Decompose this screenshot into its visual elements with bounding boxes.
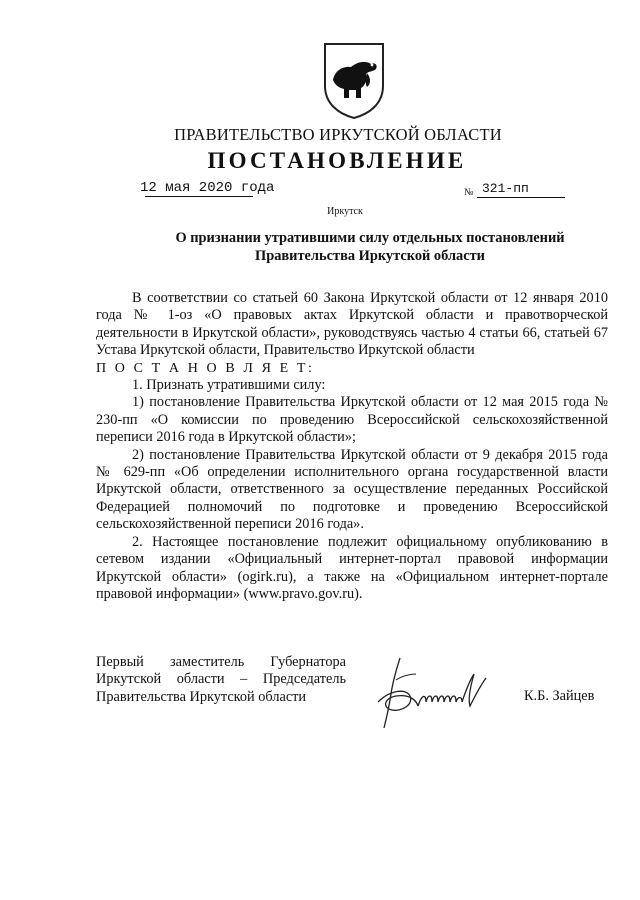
document-number: 321-пп — [482, 181, 529, 196]
document-date: 12 мая 2020 года — [140, 180, 275, 196]
signer-position-line-1: Первый заместитель Губернатора — [96, 654, 346, 670]
handwritten-signature — [370, 650, 520, 735]
date-underline — [145, 196, 253, 197]
organization-name: ПРАВИТЕЛЬСТВО ИРКУТСКОЙ ОБЛАСТИ — [174, 125, 502, 144]
item-1: 1. Признать утратившими силу: — [132, 377, 326, 394]
signer-name: К.Б. Зайцев — [524, 688, 595, 704]
document-title — [150, 229, 590, 265]
signer-position-line-2: Иркутской области – Председатель — [96, 671, 346, 688]
intro-paragraph: В соответствии со статьей 60 Закона Иркутской области от 12 января 2010 года № 1-оз «О правовых актах Иркутской области и правотворческой деятельности в Иркутской области», руководствуясь частью 4 статьи 66, статьей 67 Устава Иркутской области, Правительство Иркутской области — [96, 290, 608, 359]
signer-position — [96, 654, 346, 706]
number-underline — [477, 197, 565, 198]
item-1-1: 1) постановление Правительства Иркутской области от 12 мая 2015 года № 230-пп «О комиссии по проведению Всероссийской сельскохозяйственной переписи 2016 года в Иркутской области»; — [96, 394, 608, 446]
title-line-2: Правительства Иркутской области — [255, 248, 485, 264]
signer-position-line-3: Правительства Иркутской области — [96, 688, 307, 705]
number-sign: № — [464, 187, 474, 198]
document-type: ПОСТАНОВЛЕНИЕ — [207, 148, 467, 173]
city: Иркутск — [327, 206, 363, 217]
title-line-1: О признании утратившими силу отдельных постановлений — [175, 230, 565, 246]
coat-of-arms-icon — [321, 40, 387, 120]
item-1-2: 2) постановление Правительства Иркутской области от 9 декабря 2015 года № 629-пп «Об определении исполнительного органа государственной власти Иркутской области, ответственного за осуществление переданных Российской Федерацией полномочий по подготовке и проведению Всероссийской сельскохозяйственной переписи 2016 года». — [96, 446, 608, 533]
decree-word: П О С Т А Н О В Л Я Е Т: — [96, 360, 315, 376]
document-body — [96, 290, 608, 603]
item-2: 2. Настоящее постановление подлежит официальному опубликованию в сетевом издании «Официальный интернет-портал правовой информации Иркутской области» (ogirk.ru), а также на «Официальном интернет-портале правовой информации» (www.pravo.gov.ru). — [96, 533, 608, 602]
